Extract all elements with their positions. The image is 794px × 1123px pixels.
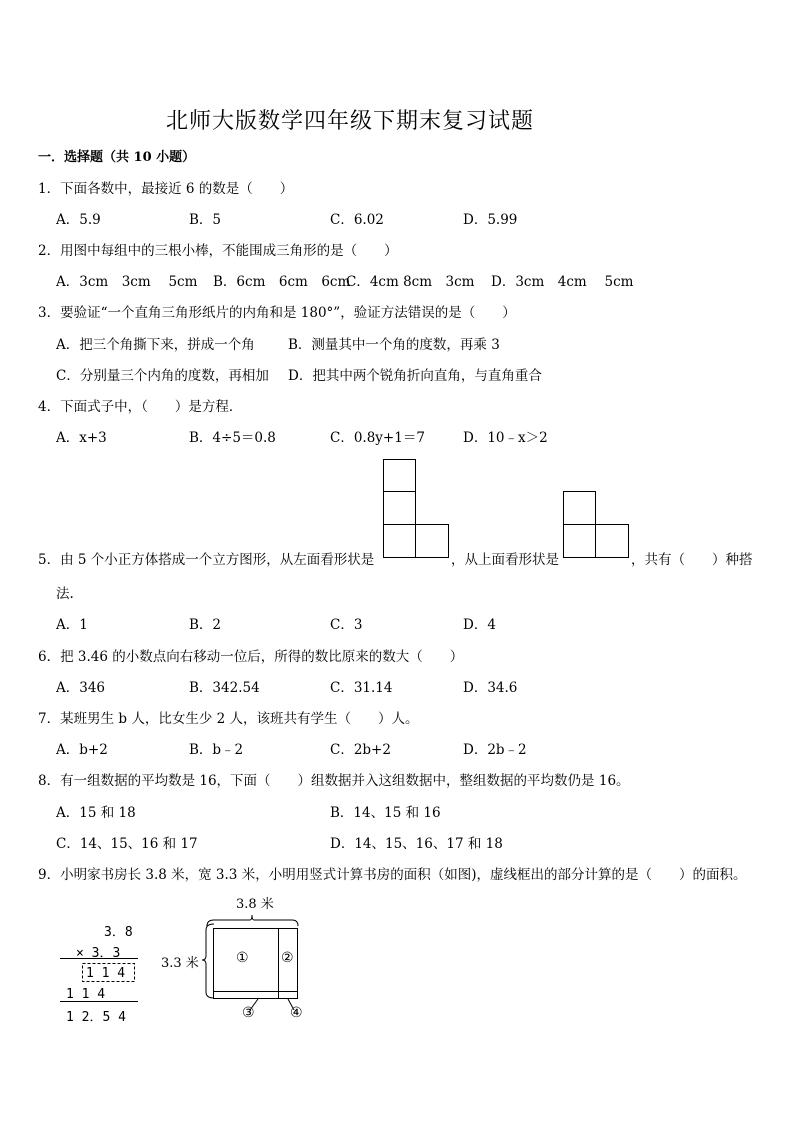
q4-option-d: D．10﹣x＞2	[463, 430, 548, 446]
q3-option-b: B．测量其中一个角的度数，再乘 3	[288, 337, 500, 353]
q7-option-d: D．2b﹣2	[463, 742, 527, 758]
q4-option-c: C．0.8y+1＝7	[330, 430, 425, 446]
q1-option-d: D．5.99	[463, 212, 518, 228]
calc-row-5: 1 2．5 4	[66, 1010, 126, 1025]
calc-row-1: 3．8	[104, 925, 133, 940]
q7-option-b: B．b﹣2	[189, 742, 244, 758]
calc-row-4: 1 1 4	[66, 987, 106, 1002]
question-1: 1．下面各数中，最接近 6 的数是（ ）	[38, 181, 294, 197]
q2-option-b: B．6cm 6cm 6cm	[213, 274, 351, 290]
q6-option-c: C．31.14	[330, 680, 393, 696]
question-4: 4．下面式子中，（ ）是方程．	[38, 399, 243, 415]
q8-option-a: A．15 和 18	[56, 805, 136, 821]
left-view-figure	[383, 459, 449, 558]
q7-option-c: C．2b+2	[330, 742, 391, 758]
region-4-label: ④	[290, 1005, 303, 1021]
calc-row-3: 1 1 4	[86, 966, 126, 981]
q1-option-c: C．6.02	[330, 212, 384, 228]
q1-option-b: B．5	[189, 212, 222, 228]
q3-option-d: D．把其中两个锐角折向直角，与直角重合	[288, 368, 542, 384]
q2-option-a: A．3cm 3cm 5cm	[56, 274, 198, 290]
q7-option-a: A．b+2	[56, 742, 108, 758]
q8-option-d: D．14、15、16、17 和 18	[330, 836, 503, 852]
q6-option-a: A．346	[56, 680, 106, 696]
question-5-part-1: 5．由 5 个小正方体搭成一个立方图形，从左面看形状是	[38, 552, 375, 568]
q8-option-c: C．14、15、16 和 17	[56, 836, 198, 852]
question-8: 8．有一组数据的平均数是 16，下面（ ）组数据并入这组数据中，整组数据的平均数仍是 16。	[38, 773, 630, 789]
question-2: 2．用图中每组中的三根小棒，不能围成三角形的是（ ）	[38, 243, 398, 259]
section-heading: 一．选择题（共 10 小题）	[38, 150, 196, 165]
q8-option-b: B．14、15 和 16	[330, 805, 441, 821]
q5-option-b: B．2	[189, 617, 222, 633]
q4-option-b: B．4÷5＝0.8	[189, 430, 276, 446]
region-1-label: ①	[236, 950, 249, 966]
question-5-part-4: 法.	[56, 586, 74, 602]
question-5-part-3: ，共有（ ）种搭	[631, 552, 753, 568]
q2-option-d: D．3cm 4cm 5cm	[491, 274, 634, 290]
question-7: 7．某班男生 b 人，比女生少 2 人，该班共有学生（ ）人。	[38, 711, 419, 727]
region-3-label: ③	[242, 1005, 255, 1021]
top-view-figure	[563, 491, 629, 558]
q5-option-a: A．1	[56, 617, 88, 633]
q3-option-c: C．分别量三个内角的度数，再相加	[56, 368, 269, 384]
figure-length-label: 3.8 米	[236, 897, 274, 912]
q6-option-b: B．342.54	[189, 680, 260, 696]
region-2-label: ②	[281, 950, 294, 966]
page-title: 北师大版数学四年级下期末复习试题	[165, 109, 534, 134]
q6-option-d: D．34.6	[463, 680, 518, 696]
q5-option-d: D．4	[463, 617, 496, 633]
question-5-part-2: ，从上面看形状是	[451, 552, 559, 568]
q2-option-c: C．4cm 8cm 3cm	[346, 274, 475, 290]
q3-option-a: A．把三个角撕下来，拼成一个角	[56, 337, 255, 353]
q4-option-a: A．x+3	[56, 430, 107, 446]
question-3: 3．要验证“一个直角三角形纸片的内角和是 180°”，验证方法错误的是（ ）	[38, 305, 516, 321]
calc-row-2: × 3．3	[76, 946, 121, 961]
q5-option-c: C．3	[330, 617, 363, 633]
figure-width-label: 3.3 米	[161, 956, 199, 971]
question-6: 6．把 3.46 的小数点向右移动一位后，所得的数比原来的数大（ ）	[38, 649, 464, 665]
q1-option-a: A．5.9	[56, 212, 101, 228]
question-9: 9．小明家书房长 3.8 米，宽 3.3 米，小明用竖式计算书房的面积（如图)，虚线框出的部分计算的是（ ）的面积。	[38, 867, 747, 883]
